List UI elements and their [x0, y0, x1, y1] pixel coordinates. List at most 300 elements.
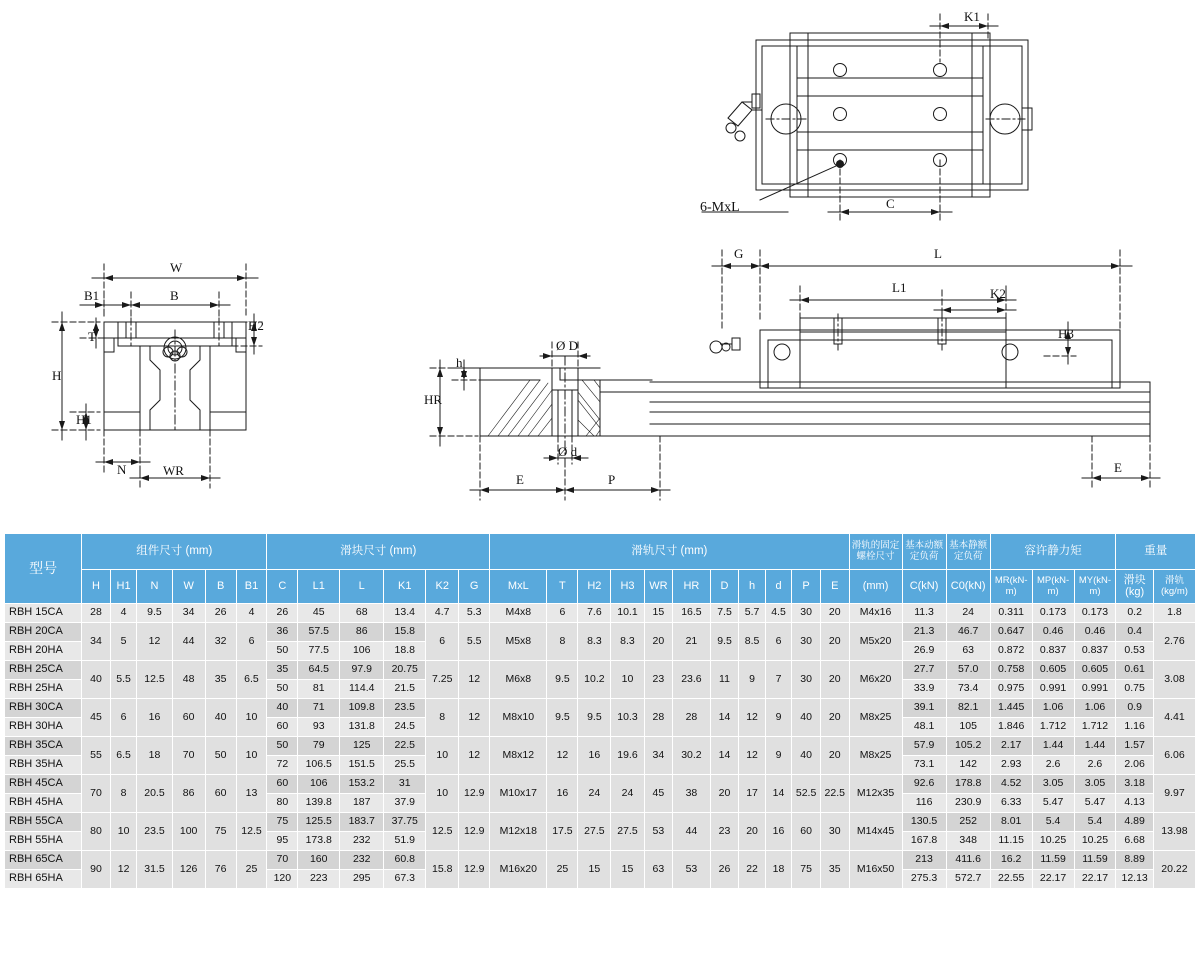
cell-ckn: 48.1: [902, 718, 946, 737]
cell-mpknm: 0.46: [1032, 623, 1074, 642]
th-col-h: H: [82, 570, 111, 604]
cell-c0kn: 105: [946, 718, 990, 737]
cell-l1: 93: [298, 718, 340, 737]
cell-p: 75: [792, 851, 821, 889]
cell-h2: 8.3: [578, 623, 611, 661]
cell-mpknm: 1.06: [1032, 699, 1074, 718]
spec-table-wrap: [4, 533, 1196, 889]
cell-mpknm: 22.17: [1032, 870, 1074, 889]
cell-h2: 10.2: [578, 661, 611, 699]
cell-h3: 10.1: [611, 604, 644, 623]
cell-mxl: M4x8: [490, 604, 547, 623]
cell-kg: 3.18: [1116, 775, 1153, 794]
cell-h2: 15: [578, 851, 611, 889]
cell-p: 30: [792, 623, 821, 661]
cell-kg: 0.75: [1116, 680, 1153, 699]
cell-n: 9.5: [137, 604, 172, 623]
cell-myknm: 0.991: [1074, 680, 1116, 699]
cell-c: 120: [267, 870, 298, 889]
cell-k1: 60.8: [384, 851, 426, 870]
cell-myknm: 11.59: [1074, 851, 1116, 870]
cell-myknm: 5.4: [1074, 813, 1116, 832]
cell-kg: 1.57: [1116, 737, 1153, 756]
cell-t: 8: [547, 623, 578, 661]
cell-mm: M12x35: [849, 775, 902, 813]
cell-k2: 8: [426, 699, 459, 737]
th-col-h2: H2: [578, 570, 611, 604]
th-col-d: d: [765, 570, 791, 604]
label-diameter-d-small: Ø d: [558, 444, 578, 459]
cell-model-name: RBH 45HA: [5, 794, 82, 813]
th-col-mxl: MxL: [490, 570, 547, 604]
cell-ckn: 130.5: [902, 813, 946, 832]
cell-b: 32: [205, 623, 236, 661]
th-group-dynamic: 基本动额定负荷: [902, 534, 946, 570]
cell-c: 26: [267, 604, 298, 623]
cell-t: 17.5: [547, 813, 578, 851]
cell-w: 86: [172, 775, 205, 813]
cell-c: 95: [267, 832, 298, 851]
cell-mrknm: 6.33: [990, 794, 1032, 813]
label-b1: B1: [84, 288, 100, 303]
cell-mpknm: 10.25: [1032, 832, 1074, 851]
cell-mrknm: 2.93: [990, 756, 1032, 775]
cell-l1: 125.5: [298, 813, 340, 832]
cell-model-name: RBH 30HA: [5, 718, 82, 737]
th-col-k2: K2: [426, 570, 459, 604]
cell-model-name: RBH 30CA: [5, 699, 82, 718]
cell-k1: 18.8: [384, 642, 426, 661]
cell-l1: 160: [298, 851, 340, 870]
cell-d: 4.5: [765, 604, 791, 623]
cell-mpknm: 0.837: [1032, 642, 1074, 661]
th-col-myknm: MY(kN-m): [1074, 570, 1116, 604]
cell-t: 6: [547, 604, 578, 623]
cell-mpknm: 5.47: [1032, 794, 1074, 813]
cell-k2: 15.8: [426, 851, 459, 889]
cell-h3: 19.6: [611, 737, 644, 775]
cell-myknm: 0.46: [1074, 623, 1116, 642]
cell-h: 8.5: [739, 623, 765, 661]
th-col-b: B: [205, 570, 236, 604]
cell-h: 80: [82, 813, 111, 851]
cell-p: 30: [792, 604, 821, 623]
cell-ckn: 26.9: [902, 642, 946, 661]
cell-c0kn: 57.0: [946, 661, 990, 680]
cell-kg: 4.13: [1116, 794, 1153, 813]
cell-ckn: 27.7: [902, 661, 946, 680]
cell-n: 23.5: [137, 813, 172, 851]
cell-w: 70: [172, 737, 205, 775]
cell-h: 12: [739, 737, 765, 775]
cell-h3: 10.3: [611, 699, 644, 737]
th-col-kg: 滑块(kg): [1116, 570, 1153, 604]
label-c: C: [886, 196, 895, 211]
cell-t: 16: [547, 775, 578, 813]
cell-b: 50: [205, 737, 236, 775]
cell-c: 70: [267, 851, 298, 870]
cell-d: 23: [710, 813, 739, 851]
cell-l: 109.8: [340, 699, 384, 718]
cell-c0kn: 411.6: [946, 851, 990, 870]
cell-h2: 16: [578, 737, 611, 775]
cell-c0kn: 24: [946, 604, 990, 623]
cell-mrknm: 16.2: [990, 851, 1032, 870]
cell-h1: 4: [110, 604, 136, 623]
cell-mxl: M8x10: [490, 699, 547, 737]
th-model: 型号: [5, 534, 82, 604]
cell-k1: 23.5: [384, 699, 426, 718]
cell-myknm: 22.17: [1074, 870, 1116, 889]
cell-w: 100: [172, 813, 205, 851]
cell-n: 31.5: [137, 851, 172, 889]
cell-kg: 2.06: [1116, 756, 1153, 775]
cell-myknm: 1.712: [1074, 718, 1116, 737]
cell-mrknm: 4.52: [990, 775, 1032, 794]
cell-k1: 67.3: [384, 870, 426, 889]
cell-d: 16: [765, 813, 791, 851]
cell-mrknm: 0.872: [990, 642, 1032, 661]
cell-t: 9.5: [547, 661, 578, 699]
table-row: [5, 775, 1196, 794]
cell-myknm: 1.44: [1074, 737, 1116, 756]
cell-n: 20.5: [137, 775, 172, 813]
table-row: [5, 661, 1196, 680]
cell-g: 12.9: [459, 851, 490, 889]
cell-h: 12: [739, 699, 765, 737]
cell-l1: 173.8: [298, 832, 340, 851]
cell-mrknm: 1.846: [990, 718, 1032, 737]
cell-h1: 5.5: [110, 661, 136, 699]
th-col-e: E: [820, 570, 849, 604]
cell-mpknm: 0.173: [1032, 604, 1074, 623]
cell-wr: 28: [644, 699, 673, 737]
cell-c0kn: 73.4: [946, 680, 990, 699]
cell-myknm: 5.47: [1074, 794, 1116, 813]
cell-d: 7: [765, 661, 791, 699]
cell-h2: 7.6: [578, 604, 611, 623]
cell-c: 50: [267, 737, 298, 756]
cell-c0kn: 572.7: [946, 870, 990, 889]
cell-p: 60: [792, 813, 821, 851]
cell-h2: 24: [578, 775, 611, 813]
cell-l1: 223: [298, 870, 340, 889]
cell-c0kn: 63: [946, 642, 990, 661]
cell-k2: 7.25: [426, 661, 459, 699]
cell-b1: 6: [236, 623, 267, 661]
cell-mm: M16x50: [849, 851, 902, 889]
cell-wr: 53: [644, 813, 673, 851]
cell-e: 20: [820, 604, 849, 623]
cell-n: 16: [137, 699, 172, 737]
cell-h3: 15: [611, 851, 644, 889]
cell-mrknm: 0.647: [990, 623, 1032, 642]
cell-kg: 0.53: [1116, 642, 1153, 661]
th-col-p: P: [792, 570, 821, 604]
cell-kgm: 13.98: [1153, 813, 1195, 851]
cell-kg: 0.61: [1116, 661, 1153, 680]
cell-l1: 81: [298, 680, 340, 699]
cell-h3: 27.5: [611, 813, 644, 851]
cell-b1: 10: [236, 699, 267, 737]
cell-c: 50: [267, 642, 298, 661]
cell-b: 35: [205, 661, 236, 699]
cell-k2: 12.5: [426, 813, 459, 851]
th-col-l1: L1: [298, 570, 340, 604]
cell-kgm: 9.97: [1153, 775, 1195, 813]
cell-mpknm: 3.05: [1032, 775, 1074, 794]
cell-hr: 44: [673, 813, 710, 851]
cell-h: 20: [739, 813, 765, 851]
cell-wr: 23: [644, 661, 673, 699]
cell-kg: 0.2: [1116, 604, 1153, 623]
th-col-b1: B1: [236, 570, 267, 604]
th-group-moment: 容许静力矩: [990, 534, 1116, 570]
cell-ckn: 33.9: [902, 680, 946, 699]
th-col-t: T: [547, 570, 578, 604]
cell-kg: 0.9: [1116, 699, 1153, 718]
cell-g: 12.9: [459, 775, 490, 813]
cell-myknm: 0.837: [1074, 642, 1116, 661]
cell-t: 9.5: [547, 699, 578, 737]
cell-myknm: 0.605: [1074, 661, 1116, 680]
cell-h2: 27.5: [578, 813, 611, 851]
label-b: B: [170, 288, 179, 303]
cell-hr: 30.2: [673, 737, 710, 775]
cell-l: 232: [340, 832, 384, 851]
cell-h: 9: [739, 661, 765, 699]
th-col-n: N: [137, 570, 172, 604]
cell-h2: 9.5: [578, 699, 611, 737]
cell-c: 35: [267, 661, 298, 680]
cell-h1: 8: [110, 775, 136, 813]
cell-l1: 106: [298, 775, 340, 794]
cell-h: 17: [739, 775, 765, 813]
cell-ckn: 73.1: [902, 756, 946, 775]
th-col-l: L: [340, 570, 384, 604]
cell-d: 9: [765, 737, 791, 775]
cell-b1: 6.5: [236, 661, 267, 699]
cell-c0kn: 230.9: [946, 794, 990, 813]
label-h3: H3: [1058, 326, 1074, 341]
cell-g: 12: [459, 737, 490, 775]
cell-c0kn: 178.8: [946, 775, 990, 794]
cell-ckn: 116: [902, 794, 946, 813]
cell-h1: 12: [110, 851, 136, 889]
cell-p: 40: [792, 699, 821, 737]
th-col-g: G: [459, 570, 490, 604]
spec-table: [4, 533, 1196, 889]
table-row: [5, 604, 1196, 623]
cell-hr: 28: [673, 699, 710, 737]
cell-e: 30: [820, 813, 849, 851]
label-t: T: [88, 329, 96, 344]
cell-kg: 8.89: [1116, 851, 1153, 870]
cell-l: 125: [340, 737, 384, 756]
label-e-left: E: [516, 472, 524, 487]
cell-wr: 34: [644, 737, 673, 775]
cell-p: 52.5: [792, 775, 821, 813]
cell-l1: 79: [298, 737, 340, 756]
cell-c: 60: [267, 718, 298, 737]
cell-kgm: 3.08: [1153, 661, 1195, 699]
cell-kgm: 6.06: [1153, 737, 1195, 775]
cell-myknm: 1.06: [1074, 699, 1116, 718]
cell-k1: 25.5: [384, 756, 426, 775]
cell-k1: 20.75: [384, 661, 426, 680]
cell-d: 20: [710, 775, 739, 813]
cell-hr: 21: [673, 623, 710, 661]
cell-t: 12: [547, 737, 578, 775]
cell-l: 153.2: [340, 775, 384, 794]
cell-b: 76: [205, 851, 236, 889]
cell-b1: 12.5: [236, 813, 267, 851]
cell-c0kn: 46.7: [946, 623, 990, 642]
cell-mxl: M6x8: [490, 661, 547, 699]
cell-g: 5.3: [459, 604, 490, 623]
cell-mrknm: 2.17: [990, 737, 1032, 756]
label-w: W: [170, 260, 183, 275]
cell-c: 72: [267, 756, 298, 775]
cell-kg: 0.4: [1116, 623, 1153, 642]
cell-l: 106: [340, 642, 384, 661]
cell-h: 45: [82, 699, 111, 737]
cell-h3: 24: [611, 775, 644, 813]
cell-mm: M6x20: [849, 661, 902, 699]
cell-l1: 57.5: [298, 623, 340, 642]
cell-d: 14: [710, 699, 739, 737]
cell-l1: 139.8: [298, 794, 340, 813]
label-wr: WR: [163, 463, 184, 478]
cell-c: 40: [267, 699, 298, 718]
cell-l: 232: [340, 851, 384, 870]
cell-c: 50: [267, 680, 298, 699]
cell-wr: 63: [644, 851, 673, 889]
cell-model-name: RBH 35CA: [5, 737, 82, 756]
label-e-right: E: [1114, 460, 1122, 475]
cell-kgm: 20.22: [1153, 851, 1195, 889]
cell-model-name: RBH 25HA: [5, 680, 82, 699]
cell-mrknm: 0.758: [990, 661, 1032, 680]
cell-mxl: M5x8: [490, 623, 547, 661]
cell-ckn: 167.8: [902, 832, 946, 851]
cell-k2: 6: [426, 623, 459, 661]
cell-ckn: 57.9: [902, 737, 946, 756]
cell-mm: M5x20: [849, 623, 902, 661]
cell-kg: 4.89: [1116, 813, 1153, 832]
cell-kgm: 1.8: [1153, 604, 1195, 623]
cell-l1: 64.5: [298, 661, 340, 680]
cell-mrknm: 11.15: [990, 832, 1032, 851]
cell-myknm: 3.05: [1074, 775, 1116, 794]
th-col-c: C: [267, 570, 298, 604]
cell-n: 18: [137, 737, 172, 775]
cell-mrknm: 0.975: [990, 680, 1032, 699]
cell-k1: 51.9: [384, 832, 426, 851]
cell-w: 34: [172, 604, 205, 623]
cell-e: 22.5: [820, 775, 849, 813]
cell-mpknm: 1.44: [1032, 737, 1074, 756]
cell-myknm: 2.6: [1074, 756, 1116, 775]
cell-mpknm: 0.991: [1032, 680, 1074, 699]
cell-g: 12: [459, 661, 490, 699]
th-col-mrknm: MR(kN-m): [990, 570, 1032, 604]
cell-mm: M14x45: [849, 813, 902, 851]
cell-h1: 5: [110, 623, 136, 661]
label-h2: H2: [248, 318, 264, 333]
cell-h: 40: [82, 661, 111, 699]
cell-b1: 4: [236, 604, 267, 623]
cell-b1: 13: [236, 775, 267, 813]
cell-w: 126: [172, 851, 205, 889]
cell-b1: 25: [236, 851, 267, 889]
cell-h: 28: [82, 604, 111, 623]
cell-wr: 15: [644, 604, 673, 623]
label-g: G: [734, 246, 744, 261]
cell-mxl: M10x17: [490, 775, 547, 813]
cell-model-name: RBH 55HA: [5, 832, 82, 851]
cell-mpknm: 1.712: [1032, 718, 1074, 737]
cell-wr: 45: [644, 775, 673, 813]
cell-h: 70: [82, 775, 111, 813]
cell-model-name: RBH 15CA: [5, 604, 82, 623]
cell-k1: 24.5: [384, 718, 426, 737]
cell-w: 60: [172, 699, 205, 737]
cell-g: 12.9: [459, 813, 490, 851]
cell-d: 6: [765, 623, 791, 661]
cell-h1: 10: [110, 813, 136, 851]
th-group-boltsize: 滑轨的固定螺栓尺寸: [849, 534, 902, 570]
table-row: [5, 737, 1196, 756]
table-row: [5, 813, 1196, 832]
cell-h3: 10: [611, 661, 644, 699]
cell-mxl: M12x18: [490, 813, 547, 851]
cell-d: 11: [710, 661, 739, 699]
cell-t: 25: [547, 851, 578, 889]
label-l: L: [934, 246, 942, 261]
cell-p: 40: [792, 737, 821, 775]
label-k2: K2: [990, 286, 1006, 301]
label-6mxl: 6-MxL: [700, 200, 740, 215]
cell-mrknm: 0.311: [990, 604, 1032, 623]
th-col-wr: WR: [644, 570, 673, 604]
cell-ckn: 11.3: [902, 604, 946, 623]
cell-k2: 10: [426, 737, 459, 775]
cell-mm: M8x25: [849, 737, 902, 775]
cell-e: 20: [820, 623, 849, 661]
cell-myknm: 10.25: [1074, 832, 1116, 851]
cell-h: 22: [739, 851, 765, 889]
cell-e: 20: [820, 737, 849, 775]
cell-ckn: 21.3: [902, 623, 946, 642]
label-n: N: [117, 462, 127, 477]
cell-c: 36: [267, 623, 298, 642]
cell-kg: 12.13: [1116, 870, 1153, 889]
cell-k1: 22.5: [384, 737, 426, 756]
cell-b: 40: [205, 699, 236, 737]
cell-n: 12.5: [137, 661, 172, 699]
cell-d: 7.5: [710, 604, 739, 623]
cell-l: 131.8: [340, 718, 384, 737]
cell-d: 9: [765, 699, 791, 737]
cell-b: 60: [205, 775, 236, 813]
label-k1: K1: [964, 9, 980, 24]
cell-ckn: 39.1: [902, 699, 946, 718]
cell-h1: 6: [110, 699, 136, 737]
cell-p: 30: [792, 661, 821, 699]
label-h-small: h: [456, 355, 463, 370]
cell-k2: 4.7: [426, 604, 459, 623]
